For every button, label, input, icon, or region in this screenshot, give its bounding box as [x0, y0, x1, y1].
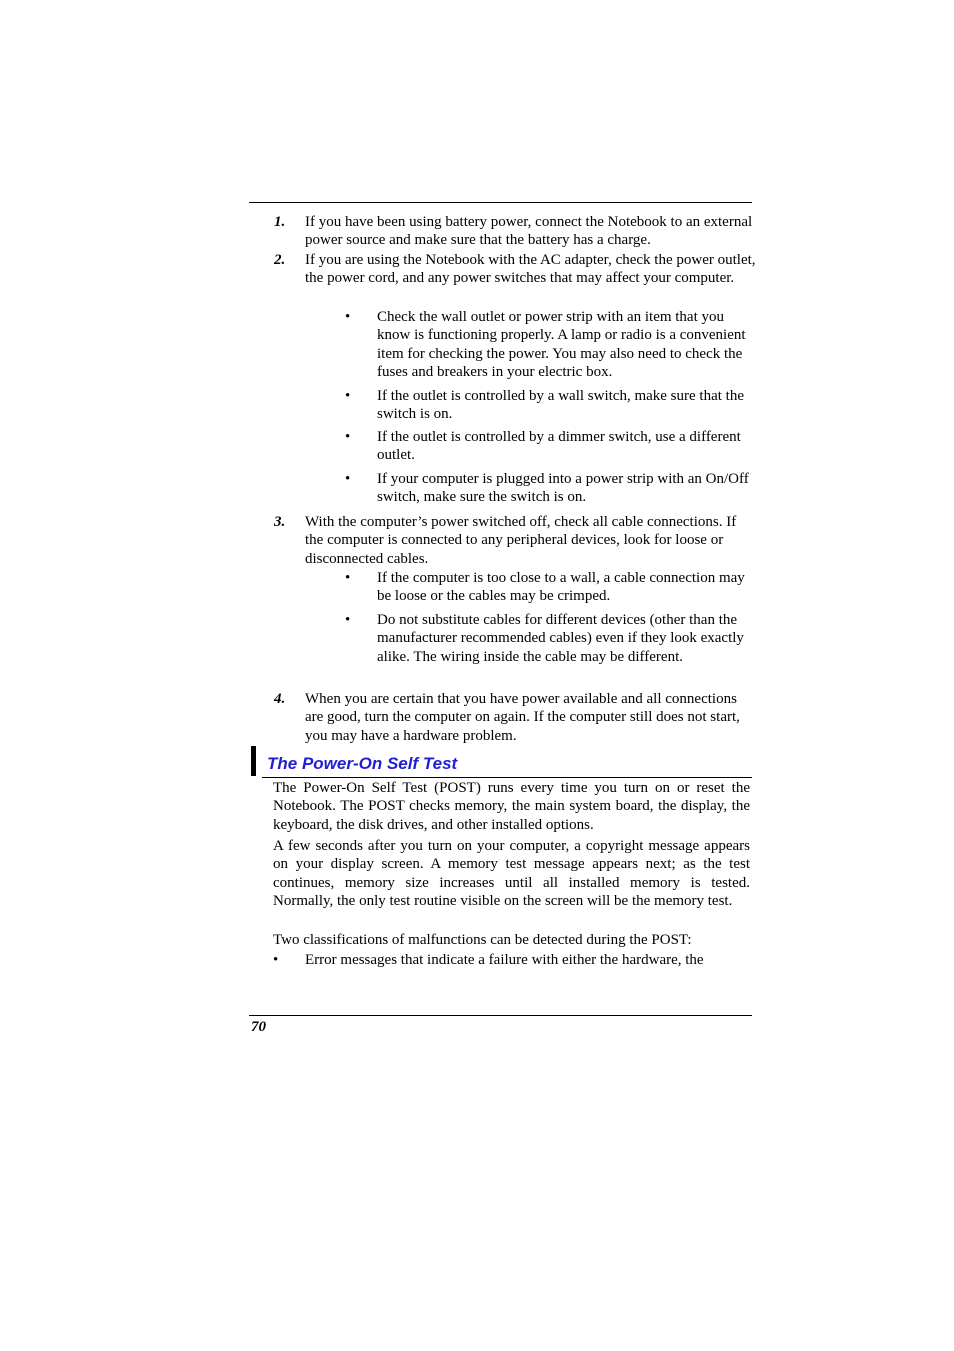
section-heading: The Power-On Self Test — [267, 754, 458, 773]
bullet-text: Do not substitute cables for different devices (other than the manufacturer recommended cables) even if they look exactly alike. The wiring inside the cable may be different. — [377, 612, 744, 665]
footer-rule — [249, 1015, 752, 1016]
bullet-icon: • — [345, 429, 351, 445]
paragraph: The Power-On Self Test (POST) runs every time you turn on or reset the Notebook. The POST checks memory, the main system board, the display, the keyboard, the disk drives, and other installed options. — [273, 780, 750, 833]
step-text: With the computer’s power switched off, check all cable connections. If the computer is connected to any peripheral devices, look for loose or disconnected cables. — [305, 514, 737, 567]
paragraph: A few seconds after you turn on your computer, a copyright message appears on your display screen. A memory test message appears next; as the test continues, memory size increases until all installed memory is tested. Normally, the only test routine visible on the screen will be the memory test. — [273, 838, 750, 910]
heading-bar — [251, 746, 256, 776]
bullet-text: If the computer is too close to a wall, a cable connection may be loose or the cables may be crimped. — [377, 570, 745, 605]
bullet-icon: • — [345, 388, 351, 404]
step-number: 4. — [274, 691, 286, 707]
step-number: 1. — [274, 214, 286, 230]
bullet-text: If the outlet is controlled by a wall switch, make sure that the switch is on. — [377, 388, 744, 423]
bullet-text: Check the wall outlet or power strip with an item that you know is functioning properly. A lamp or radio is a convenient item for checking the power. You may also need to check the fuses and breakers in your electric box. — [377, 309, 746, 381]
bullet-icon: • — [345, 570, 351, 586]
step-text: If you are using the Notebook with the AC adapter, check the power outlet, the power cord, and any power switches that may affect your computer. — [305, 252, 756, 287]
step-number: 2. — [274, 252, 286, 268]
bullet-icon: • — [345, 471, 351, 487]
bullet-icon: • — [345, 612, 351, 628]
step-text: When you are certain that you have power available and all connections are good, turn the computer on again. If the computer still does not start, you may have a hardware problem. — [305, 691, 740, 744]
bullet-icon: • — [345, 309, 351, 325]
bullet-text: Error messages that indicate a failure with either the hardware, the — [305, 952, 704, 968]
header-rule — [249, 202, 752, 203]
page-number: 70 — [251, 1019, 266, 1035]
step-text: If you have been using battery power, connect the Notebook to an external power source and make sure that the battery has a charge. — [305, 214, 753, 249]
heading-rule — [262, 777, 752, 778]
step-number: 3. — [274, 514, 286, 530]
bullet-icon: • — [273, 952, 279, 968]
bullet-text: If the outlet is controlled by a dimmer switch, use a different outlet. — [377, 429, 741, 464]
bullet-text: If your computer is plugged into a power strip with an On/Off switch, make sure the switch is on. — [377, 471, 749, 506]
paragraph: Two classifications of malfunctions can be detected during the POST: — [273, 932, 692, 948]
